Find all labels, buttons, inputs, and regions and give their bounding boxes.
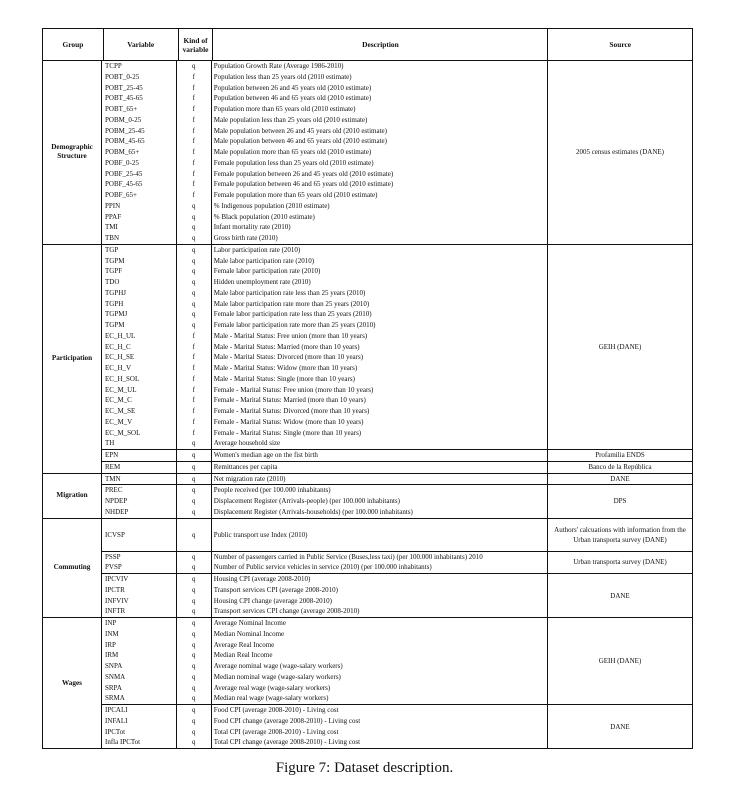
description-cell: Average Nominal Income: [213, 619, 286, 627]
table-row: [102, 222, 547, 233]
variable-cell: POBF_45-65: [102, 179, 177, 190]
kind-cell: f: [177, 93, 212, 104]
group-block: [43, 618, 692, 748]
dataset-description-table: [42, 28, 693, 749]
kind-cell: f: [177, 147, 212, 158]
variable-cell: TBN: [102, 233, 177, 244]
description-cell: Male - Marital Status: Single (more than 10 years): [213, 374, 355, 383]
table-body: [43, 61, 692, 748]
kind-cell: q: [177, 650, 212, 661]
description-cell: Average nominal wage (wage-salary workers): [213, 662, 343, 670]
table-row: [102, 83, 547, 94]
variable-cell: EC_H_UL: [102, 331, 177, 342]
variable-cell: ICVSP: [102, 519, 177, 551]
kind-cell: q: [177, 629, 212, 640]
variable-cell: NPDEP: [102, 496, 177, 507]
table-row: [102, 72, 547, 83]
variable-cell: POBF_65+: [102, 190, 177, 201]
variable-cell: TGPF: [102, 266, 177, 277]
table-row: [102, 395, 547, 406]
kind-cell: f: [177, 158, 212, 169]
kind-cell: f: [177, 83, 212, 94]
table-row: [102, 266, 547, 277]
description-cell: Public transport use Index (2010): [213, 530, 308, 539]
table-row: [102, 374, 547, 385]
description-cell: Median real wage (wage-salary workers): [213, 694, 329, 703]
group-label: Migration: [43, 474, 102, 518]
table-row: [102, 115, 547, 126]
variable-cell: EC_M_C: [102, 395, 177, 406]
kind-cell: f: [177, 179, 212, 190]
kind-cell: q: [177, 277, 212, 288]
variable-cell: IRP: [102, 640, 177, 651]
variable-cell: TDO: [102, 277, 177, 288]
description-cell: Food CPI change (average 2008-2010) - Living cost: [213, 716, 361, 725]
table-row: [102, 309, 547, 320]
variable-cell: EC_M_SOL: [102, 428, 177, 439]
kind-cell: q: [177, 672, 212, 683]
variable-cell: SNPA: [102, 661, 177, 672]
description-cell: Average Real Income: [213, 640, 275, 649]
variable-cell: PSSP: [102, 552, 177, 563]
description-cell: Housing CPI (average 2008-2010): [213, 575, 311, 583]
kind-cell: f: [177, 115, 212, 126]
kind-cell: q: [177, 705, 212, 716]
kind-cell: f: [177, 385, 212, 396]
description-cell: Population between 26 and 45 years old (2010 estimate): [213, 83, 372, 92]
table-row: [102, 147, 547, 158]
source-cell: Banco de la República: [588, 463, 652, 472]
kind-cell: q: [177, 233, 212, 244]
variable-cell: EC_H_C: [102, 342, 177, 353]
kind-cell: q: [177, 737, 212, 748]
variable-cell: PPIN: [102, 201, 177, 212]
table-row: [102, 256, 547, 267]
kind-cell: q: [177, 716, 212, 727]
kind-cell: q: [177, 222, 212, 233]
table-row: [102, 352, 547, 363]
group-label: Wages: [43, 618, 102, 748]
description-cell: Infant mortality rate (2010): [213, 223, 291, 232]
kind-cell: f: [177, 190, 212, 201]
kind-cell: q: [177, 201, 212, 212]
kind-cell: f: [177, 363, 212, 374]
variable-cell: IPCTR: [102, 585, 177, 596]
variable-cell: POBT_25-45: [102, 83, 177, 94]
kind-cell: q: [177, 474, 212, 485]
table-row: [102, 320, 547, 331]
description-cell: Male population more than 65 years old (2010 estimate): [213, 148, 372, 156]
description-cell: Male - Marital Status: Divorced (more than 10 years): [213, 353, 364, 362]
variable-cell: EC_M_V: [102, 417, 177, 428]
source-cell: Profamilia ENDS: [595, 451, 645, 460]
table-row: [102, 428, 547, 439]
kind-cell: q: [177, 552, 212, 563]
table-row: [102, 363, 547, 374]
source-subgroup: [102, 61, 692, 244]
variable-cell: INP: [102, 618, 177, 629]
description-cell: Number of passengers carried in Public Service (Buses,less taxi) (per 100.000 inhabitants) 2010: [213, 552, 483, 561]
table-row: [102, 331, 547, 342]
kind-cell: q: [177, 485, 212, 496]
variable-cell: EC_H_V: [102, 363, 177, 374]
source-cell: DANE: [610, 474, 630, 483]
table-row: [102, 507, 547, 518]
variable-cell: IPCVIV: [102, 574, 177, 585]
kind-cell: q: [177, 450, 212, 461]
source-cell: Urban transporta survey (DANE): [573, 558, 667, 567]
kind-cell: q: [177, 661, 212, 672]
variable-cell: POBM_25-45: [102, 126, 177, 137]
table-row: [102, 93, 547, 104]
description-cell: Population Growth Rate (Average 1986-2010): [213, 62, 344, 70]
kind-cell: q: [177, 438, 212, 449]
source-subgroup: [102, 552, 692, 575]
header-description: Description: [213, 29, 548, 60]
table-row: [102, 158, 547, 169]
variable-cell: PREC: [102, 485, 177, 496]
variable-cell: POBF_25-45: [102, 169, 177, 180]
kind-cell: q: [177, 507, 212, 518]
variable-cell: REM: [102, 462, 177, 473]
description-cell: Female - Marital Status: Free union (more than 10 years): [213, 385, 374, 394]
kind-cell: q: [177, 693, 212, 704]
variable-cell: IPCALI: [102, 705, 177, 716]
table-row: [102, 190, 547, 201]
table-row: [102, 417, 547, 428]
table-row: [102, 661, 547, 672]
description-cell: Displacement Register (Arrivals-people) (per 100.000 inhabitants): [213, 497, 400, 505]
group-block: [43, 245, 692, 474]
variable-cell: POBM_65+: [102, 147, 177, 158]
kind-cell: f: [177, 374, 212, 385]
description-cell: Female - Marital Status: Widow (more than 10 years): [213, 417, 364, 426]
description-cell: People received (per 100.000 inhabitants): [213, 486, 331, 495]
variable-cell: INFVIV: [102, 596, 177, 607]
kind-cell: q: [177, 256, 212, 267]
source-cell: GEIH (DANE): [598, 342, 642, 351]
table-row: [102, 212, 547, 223]
source-cell: DANE: [610, 591, 630, 600]
variable-cell: EC_M_SE: [102, 406, 177, 417]
table-row: [102, 585, 547, 596]
table-row: [102, 737, 547, 748]
table-row: [102, 562, 547, 573]
description-cell: Net migration rate (2010): [213, 474, 286, 483]
description-cell: Average real wage (wage-salary workers): [213, 683, 331, 692]
table-row: [102, 450, 547, 461]
kind-cell: f: [177, 417, 212, 428]
description-cell: Food CPI (average 2008-2010) - Living cost: [213, 706, 339, 714]
description-cell: Transport services CPI change (average 2008-2010): [213, 607, 360, 616]
variable-cell: EPN: [102, 450, 177, 461]
variable-cell: INFTR: [102, 606, 177, 617]
description-cell: Female - Marital Status: Divorced (more than 10 years): [213, 407, 370, 415]
table-row: [102, 727, 547, 738]
table-row: [102, 485, 547, 496]
description-cell: Average household size: [213, 439, 281, 448]
description-cell: Female - Marital Status: Married (more than 10 years): [213, 396, 366, 405]
variable-cell: TH: [102, 438, 177, 449]
variable-cell: POBM_45-65: [102, 136, 177, 147]
table-row: [102, 519, 547, 551]
table-row: [102, 406, 547, 417]
kind-cell: q: [177, 596, 212, 607]
kind-cell: f: [177, 126, 212, 137]
kind-cell: q: [177, 309, 212, 320]
table-row: [102, 299, 547, 310]
table-row: [102, 288, 547, 299]
kind-cell: q: [177, 496, 212, 507]
kind-cell: q: [177, 320, 212, 331]
group-block: [43, 61, 692, 245]
table-row: [102, 201, 547, 212]
table-row: [102, 438, 547, 449]
variable-cell: TGPM: [102, 320, 177, 331]
table-header-row: [43, 29, 692, 61]
variable-cell: POBT_45-65: [102, 93, 177, 104]
table-row: [102, 640, 547, 651]
variable-cell: TGPM: [102, 256, 177, 267]
table-row: [102, 385, 547, 396]
variable-cell: SNMA: [102, 672, 177, 683]
kind-cell: f: [177, 331, 212, 342]
table-row: [102, 716, 547, 727]
kind-cell: q: [177, 618, 212, 629]
kind-cell: q: [177, 519, 212, 551]
table-row: [102, 474, 547, 485]
table-row: [102, 705, 547, 716]
group-block: [43, 474, 692, 519]
header-variable: Variable: [104, 29, 179, 60]
variable-cell: IRM: [102, 650, 177, 661]
variable-cell: POBM_0-25: [102, 115, 177, 126]
source-subgroup: [102, 245, 692, 450]
variable-cell: POBF_0-25: [102, 158, 177, 169]
table-row: [102, 672, 547, 683]
variable-cell: EC_H_SE: [102, 352, 177, 363]
description-cell: Remittances per capita: [213, 462, 278, 471]
table-row: [102, 596, 547, 607]
description-cell: Transport services CPI (average 2008-2010): [213, 585, 338, 594]
description-cell: Total CPI change (average 2008-2010) - Living cost: [213, 738, 361, 747]
source-subgroup: [102, 519, 692, 552]
description-cell: Male population between 46 and 65 years old (2010 estimate): [213, 137, 387, 146]
kind-cell: f: [177, 352, 212, 363]
description-cell: Hidden unemployment rate (2010): [213, 278, 311, 286]
source-cell: 2005 census estimates (DANE): [575, 148, 665, 157]
kind-cell: q: [177, 585, 212, 596]
variable-cell: SRMA: [102, 693, 177, 704]
variable-cell: TGPMJ: [102, 309, 177, 320]
description-cell: Population less than 25 years old (2010 estimate): [213, 72, 352, 81]
variable-cell: PPAF: [102, 212, 177, 223]
table-row: [102, 693, 547, 704]
source-subgroup: [102, 462, 692, 473]
kind-cell: q: [177, 574, 212, 585]
group-block: [43, 519, 692, 619]
description-cell: % Indigenous population (2010 estimate): [213, 201, 330, 210]
variable-cell: IPCTot: [102, 727, 177, 738]
group-label: Commuting: [43, 519, 102, 618]
description-cell: Labor participation rate (2010): [213, 245, 301, 254]
kind-cell: q: [177, 640, 212, 651]
kind-cell: f: [177, 342, 212, 353]
variable-cell: TMN: [102, 474, 177, 485]
variable-cell: INM: [102, 629, 177, 640]
description-cell: Gross birth rate (2010): [213, 234, 278, 242]
description-cell: Total CPI (average 2008-2010) - Living cost: [213, 727, 339, 736]
variable-cell: Infla IPCTot: [102, 737, 177, 748]
header-kind: Kind of variable: [179, 29, 214, 60]
table-row: [102, 126, 547, 137]
source-subgroup: [102, 574, 692, 617]
source-subgroup: [102, 485, 692, 517]
variable-cell: POBT_65+: [102, 104, 177, 115]
kind-cell: q: [177, 299, 212, 310]
table-row: [102, 61, 547, 72]
kind-cell: q: [177, 606, 212, 617]
table-row: [102, 650, 547, 661]
source-cell: DPS: [613, 497, 627, 506]
table-row: [102, 277, 547, 288]
description-cell: Female population between 26 and 45 years old (2010 estimate): [213, 169, 394, 178]
group-label: Demographic Structure: [43, 61, 102, 244]
source-subgroup: [102, 474, 692, 486]
variable-cell: EC_H_SOL: [102, 374, 177, 385]
description-cell: Male - Marital Status: Free union (more than 10 years): [213, 331, 368, 340]
table-row: [102, 606, 547, 617]
kind-cell: q: [177, 245, 212, 256]
description-cell: Male labor participation rate more than 25 years (2010): [213, 299, 370, 308]
description-cell: Median Nominal Income: [213, 629, 285, 638]
kind-cell: f: [177, 72, 212, 83]
description-cell: Female labor participation rate more than 25 years (2010): [213, 321, 376, 329]
description-cell: Male population less than 25 years old (2010 estimate): [213, 115, 368, 124]
kind-cell: f: [177, 395, 212, 406]
description-cell: Median Real Income: [213, 651, 273, 660]
table-row: [102, 179, 547, 190]
kind-cell: f: [177, 406, 212, 417]
kind-cell: f: [177, 136, 212, 147]
description-cell: Female population between 46 and 65 years old (2010 estimate): [213, 180, 394, 189]
table-row: [102, 618, 547, 629]
description-cell: Female labor participation rate (2010): [213, 267, 321, 276]
table-row: [102, 169, 547, 180]
source-cell: DANE: [610, 722, 630, 731]
table-row: [102, 629, 547, 640]
description-cell: Male population between 26 and 45 years old (2010 estimate): [213, 126, 387, 135]
kind-cell: q: [177, 727, 212, 738]
description-cell: Male - Marital Status: Married (more than 10 years): [213, 342, 360, 351]
kind-cell: q: [177, 462, 212, 473]
description-cell: Female labor participation rate less than 25 years (2010): [213, 310, 372, 319]
variable-cell: TGPHJ: [102, 288, 177, 299]
variable-cell: NHDEP: [102, 507, 177, 518]
kind-cell: q: [177, 562, 212, 573]
group-label: Participation: [43, 245, 102, 473]
description-cell: Female - Marital Status: Single (more than 10 years): [213, 428, 362, 437]
kind-cell: f: [177, 169, 212, 180]
source-subgroup: [102, 618, 692, 705]
variable-cell: TGP: [102, 245, 177, 256]
description-cell: Median nominal wage (wage-salary workers): [213, 672, 341, 681]
header-source: Source: [609, 40, 632, 49]
source-cell: GEIH (DANE): [598, 657, 642, 665]
variable-cell: POBT_0-25: [102, 72, 177, 83]
table-row: [102, 462, 547, 473]
variable-cell: TCPP: [102, 61, 177, 72]
kind-cell: q: [177, 212, 212, 223]
description-cell: Male labor participation rate (2010): [213, 256, 315, 265]
description-cell: Female population less than 25 years old (2010 estimate): [213, 158, 374, 167]
description-cell: Number of Public service vehicles in service (2010) (per 100.000 inhabitants): [213, 563, 432, 572]
kind-cell: f: [177, 428, 212, 439]
description-cell: % Black population (2010 estimate): [213, 212, 315, 221]
description-cell: Male labor participation rate less than 25 years (2010): [213, 288, 366, 297]
kind-cell: f: [177, 104, 212, 115]
variable-cell: TGPH: [102, 299, 177, 310]
kind-cell: q: [177, 683, 212, 694]
table-row: [102, 245, 547, 256]
table-row: [102, 342, 547, 353]
description-cell: Population between 46 and 65 years old (2010 estimate): [213, 94, 372, 103]
table-row: [102, 496, 547, 507]
kind-cell: q: [177, 266, 212, 277]
kind-cell: q: [177, 61, 212, 72]
variable-cell: PVSP: [102, 562, 177, 573]
source-subgroup: [102, 450, 692, 462]
table-row: [102, 574, 547, 585]
table-row: [102, 104, 547, 115]
description-cell: Displacement Register (Arrivals-households) (per 100.000 inhabitants): [213, 507, 413, 516]
variable-cell: EC_M_UL: [102, 385, 177, 396]
source-subgroup: [102, 705, 692, 748]
description-cell: Women's median age on the fist birth: [213, 451, 318, 459]
variable-cell: INFALI: [102, 716, 177, 727]
source-cell: Authors' calcuations with information from the Urban transporta survey (DANE): [554, 525, 686, 544]
variable-cell: TMI: [102, 222, 177, 233]
description-cell: Housing CPI change (average 2008-2010): [213, 596, 332, 605]
kind-cell: q: [177, 288, 212, 299]
table-row: [102, 233, 547, 244]
description-cell: Population more than 65 years old (2010 estimate): [213, 105, 356, 113]
description-cell: Male - Marital Status: Widow (more than 10 years): [213, 364, 358, 372]
description-cell: Female population more than 65 years old (2010 estimate): [213, 191, 378, 199]
table-row: [102, 136, 547, 147]
figure-caption: Figure 7: Dataset description.: [275, 760, 454, 776]
header-group: Group: [43, 29, 104, 60]
table-row: [102, 552, 547, 563]
variable-cell: SRPA: [102, 683, 177, 694]
table-row: [102, 683, 547, 694]
